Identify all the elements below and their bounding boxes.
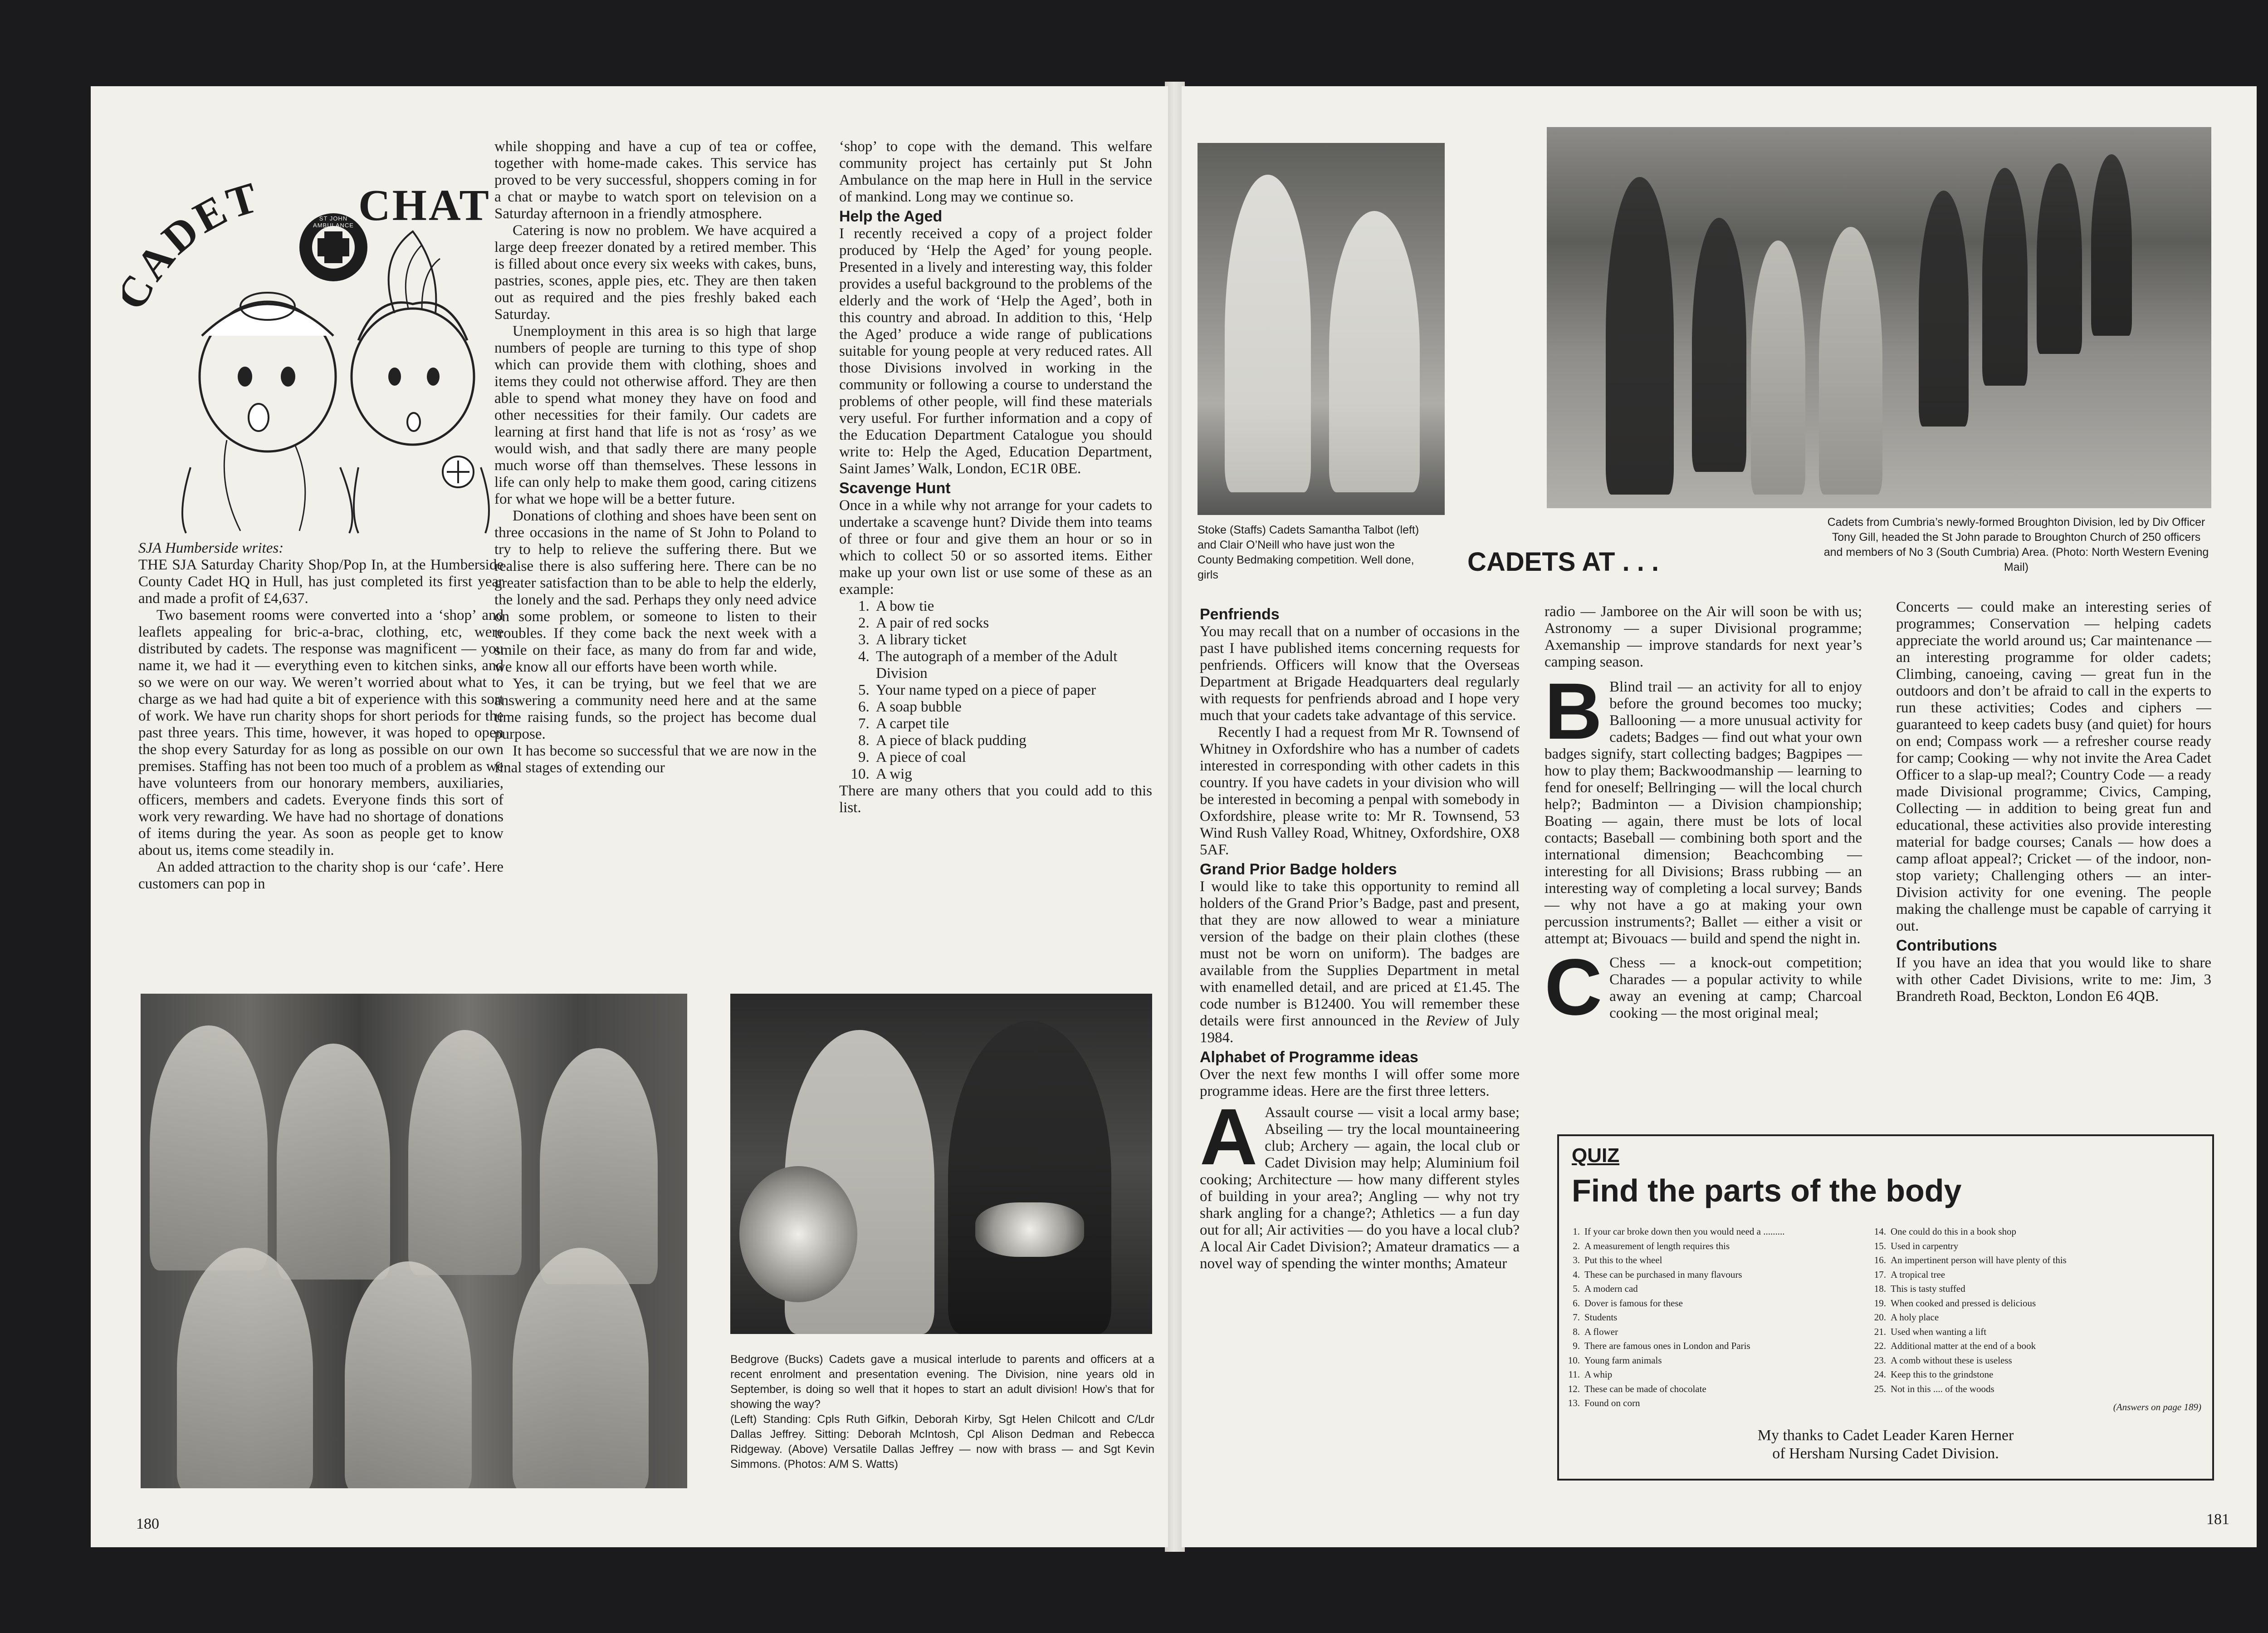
paragraph: Two basement rooms were converted into a ‘shop’ and leaflets appealing for bric-a-brac, clothing, etc, were distributed by cadets. The response was magnificent — you name it, we had it — everything even to kitchen sinks, and so we were on our way. We weren’t worried about what to charge as we had had quite a bit of experience with this sort of work. We have run charity shops for short periods for the past three years. This time, however, it was hoped to open the shop every Saturday for as long as possible on our own premises. Staffing has not been too much of a problem as we have volunteers from our honorary members, auxiliaries, officers, members and cadets. Everyone finds this sort of work very rewarding. We have had no shortage of donations of items during the year. As soon as people get to know about us, items come steadily in. xyxy=(138,607,503,858)
quiz-item: 14. One could do this in a book shop xyxy=(1874,1226,2017,1237)
paragraph: Yes, it can be trying, but we feel that we are answering a community need here and at the same time raising funds, so the project has become dual purpose. xyxy=(494,676,816,742)
page-number: 181 xyxy=(2206,1511,2229,1528)
quiz-item: 6. Dover is famous for these xyxy=(1573,1297,1683,1309)
st-john-badge-icon xyxy=(299,213,367,281)
quiz-item: 11. A whip xyxy=(1568,1369,1613,1380)
list-item: 1. A bow tie xyxy=(873,598,1152,615)
paragraph: You may recall that on a number of occasions in the past I have published items concerning requests for penfriends. Officers will know that the Overseas Department at Brigade Headquarters deal regularly with requests for penfriends abroad and I hope very much that your cadets take advantage of this service. xyxy=(1200,623,1520,724)
left-column-2 xyxy=(494,138,816,776)
paragraph: Recently I had a request from Mr R. Townsend of Whitney in Oxfordshire who has a number of cadets interested in corresponding with other cadets in this country. If you have cadets in your division who will be interested in becoming a penpal with somebody in Oxfordshire, please write to: Mr R. Townsend, 53 Wind Rush Valley Road, Whitney, Oxfordshire, OX8 5AF. xyxy=(1200,724,1520,858)
right-column-3 xyxy=(1896,599,2211,1005)
paragraph: Concerts — could make an interesting series of programmes; Conservation — helping cadets appreciate the world around us; Car maintenance — an interesting programme for older cadets; Climbing, canoeing, caving — great fun in the outdoors and don’t be afraid to call in the experts to run these activities; Codes and ciphers — guaranteed to keep cadets busy (and quiet) for hours on end; Compass work — a refresher course ready for camp; Cooking — why not invite the Area Cadet Officer to a slap-up meal?; Country Code — a ready made Divisional programme; Civics, Camping, Collecting — in addition to being great fun and educational, these activities also provide interesting material for badge courses; Canals — how does a camp afloat appeal?; Cricket — of the indoor, non-stop variety; Challenging others — an inter-Division activity for one evening. The people making the challenge must be capable of carrying it out. xyxy=(1896,599,2211,934)
recorder-cadets-photo xyxy=(141,994,687,1488)
photo-caption xyxy=(730,1352,1154,1472)
paragraph: radio — Jamboree on the Air will soon be with us; Astronomy — a super Divisional programme; Axemanship — improve standards for next year’s camping season. xyxy=(1545,603,1862,670)
scavenge-list xyxy=(839,598,1152,783)
svg-text:CHAT: CHAT xyxy=(358,181,491,230)
quiz-list-left xyxy=(1564,1225,1872,1411)
paragraph: while shopping and have a cup of tea or coffee, together with home-made cakes. This service has proved to be very successful, shoppers coming in for a chat or maybe to watch sport on television on a Saturday afternoon in a friendly atmosphere. xyxy=(494,138,816,222)
quiz-item: 18. This is tasty stuffed xyxy=(1874,1283,1965,1294)
drop-cap-a: A xyxy=(1200,1093,1258,1182)
svg-text:CADET: ADET xyxy=(126,172,265,289)
quiz-item: 4. These can be purchased in many flavours xyxy=(1573,1269,1742,1280)
paragraph: Once in a while why not arrange for your cadets to undertake a scavenge hunt? Divide them into teams of three or four and give them an hour or so in which to collect 50 or so assorted items. Either make up your own list or use some of these as an example: xyxy=(839,497,1152,598)
quiz-item: 25. Not in this .... of the woods xyxy=(1874,1383,1994,1394)
list-item: 9. A piece of coal xyxy=(873,749,1152,766)
brass-cadets-photo xyxy=(730,994,1152,1334)
paragraph: There are many others that you could add to this list. xyxy=(839,783,1152,816)
quiz-item: 12. These can be made of chocolate xyxy=(1568,1383,1706,1394)
left-column-1 xyxy=(138,540,503,893)
list-item: 5. Your name typed on a piece of paper xyxy=(873,682,1152,699)
quiz-item: 23. A comb without these is useless xyxy=(1874,1354,2012,1366)
paragraph: It has become so successful that we are now in the final stages of extending our xyxy=(494,743,816,776)
paragraph: ‘shop’ to cope with the demand. This welfare community project has certainly put St John Ambulance on the map here in Hull in the service of mankind. Long may we continue so. xyxy=(839,138,1152,205)
paragraph: Donations of clothing and shoes have been sent on three occasions in the name of St John to Poland to try to help to relieve the suffering there. But we realise there is also suffering here. There can be no greater satisfaction than to be able to help the elderly, the lonely and the sad. Perhaps they only need advice on some problem, or someone to listen to their troubles. If they come back the next week with a smile on their face, as many do from far and wide, we know all our efforts have been worth while. xyxy=(494,508,816,675)
paragraph: An added attraction to the charity shop is our ‘cafe’. Here customers can pop in xyxy=(138,859,503,892)
paragraph: THE SJA Saturday Charity Shop/Pop In, at the Humberside County Cadet HQ in Hull, has just completed its first year and made a profit of £4,637. xyxy=(138,557,503,607)
section-heading: Grand Prior Badge holders xyxy=(1200,861,1397,878)
section-heading: Contributions xyxy=(1896,937,1997,954)
parade-photo xyxy=(1547,127,2211,508)
cadet-chat-logo xyxy=(122,123,513,535)
quiz-item: 10. Young farm animals xyxy=(1568,1354,1662,1366)
paragraph: Unemployment in this area is so high that large numbers of people are turning to this type of shop which can provide them with clothing, shoes and items they could not otherwise afford. They are then able to spend what money they have on food and other necessities for their family. Our cadets are learning at first hand that life is not as ‘rosy’ as we would wish, and that sadly there are many people much worse off than themselves. These lessons in life can only help to make them good, caring citizens for what we hope will be a better future. xyxy=(494,323,816,507)
list-item: 4. The autograph of a member of the Adult Division xyxy=(873,648,1152,682)
list-item: 10. A wig xyxy=(873,766,1152,783)
quiz-item: 5. A modern cad xyxy=(1573,1283,1638,1294)
tuba-icon xyxy=(739,1166,857,1302)
list-item: 2. A pair of red socks xyxy=(873,615,1152,632)
quiz-label: QUIZ xyxy=(1572,1144,1620,1167)
paragraph: I would like to take this opportunity to remind all holders of the Grand Prior’s Badge, past and present, that they are now allowed to wear a miniature version of the badge on their plain clothes (these must not be worn on uniform). The badges are available from the Supplies Department in metal with enamelled detail, and are priced at £1.45. The code number is B12400. You will remember these details were first announced in the Review of July 1984. xyxy=(1200,878,1520,1046)
paragraph: A Assault course — visit a local army base; Abseiling — try the local mountaineering club; Archery — again, the local club or Cadet Division may help; Aluminium foil cooking; Architecture — how many different styles of building in your area?; Angling — why not try shark angling for a change?; Athletics — a fun day out for all; Air activities — do you have a local club? A local Air Cadet Division?; Amateur dramatics — a novel way of spending the winter months; Amateur xyxy=(1200,1093,1520,1272)
right-column-2 xyxy=(1545,603,1862,1032)
quiz-item: 2. A measurement of length requires this xyxy=(1573,1240,1730,1251)
parade-caption: Cadets from Cumbria’s newly-formed Broughton Division, led by Div Officer Tony Gill, headed the St John parade to Broughton Church of 250 officers and members of No 3 (South Cumbria) Area. (Photo: North Western Evening Mail) xyxy=(1823,516,2209,574)
quiz-item: 9. There are famous ones in London and Paris xyxy=(1573,1340,1750,1351)
quiz-list-right xyxy=(1870,1225,2196,1396)
bedmaking-caption: Stoke (Staffs) Cadets Samantha Talbot (left) and Clair O’Neill who have just won the County Bedmaking competition. Well done, girls xyxy=(1198,524,1419,581)
paragraph: C Chess — a knock-out competition; Charades — a popular activity to while away an evening at camp; Charcoal cooking — the most original meal; xyxy=(1545,943,1862,1032)
paragraph: B Blind trail — an activity for all to enjoy before the ground becomes too mucky; Ballooning — a more unusual activity for cadets; Badges — find out what your own badges signify, start collecting badges; Bagpipes — how to play them; Backwoodmanship — learning to fend for oneself; Bellringing — will the local church help?; Badminton — a Division championship; Boating — again, there must be lots of local contacts; Baseball — combining both sport and the international dimension; Beachcombing — interesting for all Divisions; Brass rubbing — an interesting way of completing a local survey; Bands — why not have a go at making your own percussion instruments?; Ballet — either a visit or attempt at; Bivouacs — build and spend the night in. xyxy=(1545,667,1862,947)
badge-text: ST JOHN AMBULANCE xyxy=(313,215,354,229)
caption-text: Bedgrove (Bucks) Cadets gave a musical interlude to parents and officers at a recent enrolment and presentation evening. The Division, nine years old in September, is doing so well that it hopes to start an adult division! How’s that for showing the way? xyxy=(730,1353,1154,1411)
quiz-item: 20. A holy place xyxy=(1874,1312,1939,1323)
drop-cap-b: B xyxy=(1545,667,1603,756)
quiz-item: 21. Used when wanting a lift xyxy=(1874,1326,1987,1337)
paragraph: If you have an idea that you would like to share with other Cadet Divisions, write to me: Jim, 3 Brandreth Road, Beckton, London E6 4QB. xyxy=(1896,955,2211,1005)
quiz-item: 22. Additional matter at the end of a book xyxy=(1874,1340,2036,1351)
left-column-3 xyxy=(839,138,1152,816)
paragraph: Over the next few months I will offer some more programme ideas. Here are the first three letters. xyxy=(1200,1066,1520,1099)
quiz-item: 17. A tropical tree xyxy=(1874,1269,1945,1280)
paragraph: I recently received a copy of a project folder produced by ‘Help the Aged’ for young people. Presented in a lively and interesting way, this folder provides a useful background to the problems of the elderly and the work of ‘Help the Aged’, both in this country and abroad. In addition to this, ‘Help the Aged’ produce a wide range of publications suitable for young people at very reduced rates. All those Divisions involved in working in the community or following a course to understand the problems of other people, will find these materials very useful. For further information and a copy of the Education Department Catalogue you should write to: Help the Aged, Education Department, Saint James’ Walk, London, EC1R 0BE. xyxy=(839,226,1152,477)
quiz-title: Find the parts of the body xyxy=(1572,1173,1962,1208)
right-column-1 xyxy=(1200,603,1520,1272)
left-page xyxy=(91,86,1168,1547)
cadets-at-heading: CADETS AT . . . xyxy=(1467,547,1659,577)
quiz-item: 15. Used in carpentry xyxy=(1874,1240,1959,1251)
section-heading: Scavenge Hunt xyxy=(839,480,951,497)
section-heading: Penfriends xyxy=(1200,606,1280,623)
list-item: 8. A piece of black pudding xyxy=(873,732,1152,749)
quiz-answers-note: (Answers on page 189) xyxy=(2113,1402,2201,1412)
cornet-icon xyxy=(975,1202,1084,1257)
quiz-item: 13. Found on corn xyxy=(1568,1398,1640,1408)
quiz-item: 16. An impertinent person will have plenty of this xyxy=(1874,1255,2067,1265)
section-heading: Alphabet of Programme ideas xyxy=(1200,1049,1418,1066)
cartoon-cadets-illustration xyxy=(122,123,513,535)
bedmaking-cadets-photo xyxy=(1198,143,1445,515)
quiz-item: 3. Put this to the wheel xyxy=(1573,1255,1662,1265)
page-number: 180 xyxy=(136,1515,159,1532)
quiz-thanks: My thanks to Cadet Leader Karen Herner of Hersham Nursing Cadet Division. xyxy=(1757,1427,2014,1462)
quiz-item: 24. Keep this to the grindstone xyxy=(1874,1369,1994,1380)
quiz-box xyxy=(1557,1134,2214,1481)
list-item: 3. A library ticket xyxy=(873,632,1152,648)
quiz-item: 1. If your car broke down then you would need a ......... xyxy=(1573,1226,1785,1237)
quiz-item: 8. A flower xyxy=(1573,1326,1618,1337)
quiz-item: 19. When cooked and pressed is delicious xyxy=(1874,1297,2036,1309)
paragraph: Catering is now no problem. We have acquired a large deep freezer donated by a retired member. This is filled about once every six weeks with cakes, buns, pastries, scones, apple pies, etc. They are then taken out as required and the pies freshly baked each Saturday. xyxy=(494,222,816,323)
list-item: 7. A carpet tile xyxy=(873,716,1152,732)
section-heading: Help the Aged xyxy=(839,208,943,225)
caption-text: (Left) Standing: Cpls Ruth Gifkin, Deborah Kirby, Sgt Helen Chilcott and C/Ldr Dallas Jeffrey. Sitting: Deborah McIntosh, Cpl Alison Dedman and Rebecca Ridgeway. (Above) Versatile Dallas Jeffrey — now with brass — and Sgt Kevin Simmons. (Photos: A/M S. Watts) xyxy=(730,1413,1154,1471)
byline: SJA Humberside writes: xyxy=(138,540,284,556)
list-item: 6. A soap bubble xyxy=(873,699,1152,716)
drop-cap-c: C xyxy=(1545,943,1603,1032)
quiz-item: 7. Students xyxy=(1573,1312,1618,1323)
right-page xyxy=(1182,86,2257,1547)
